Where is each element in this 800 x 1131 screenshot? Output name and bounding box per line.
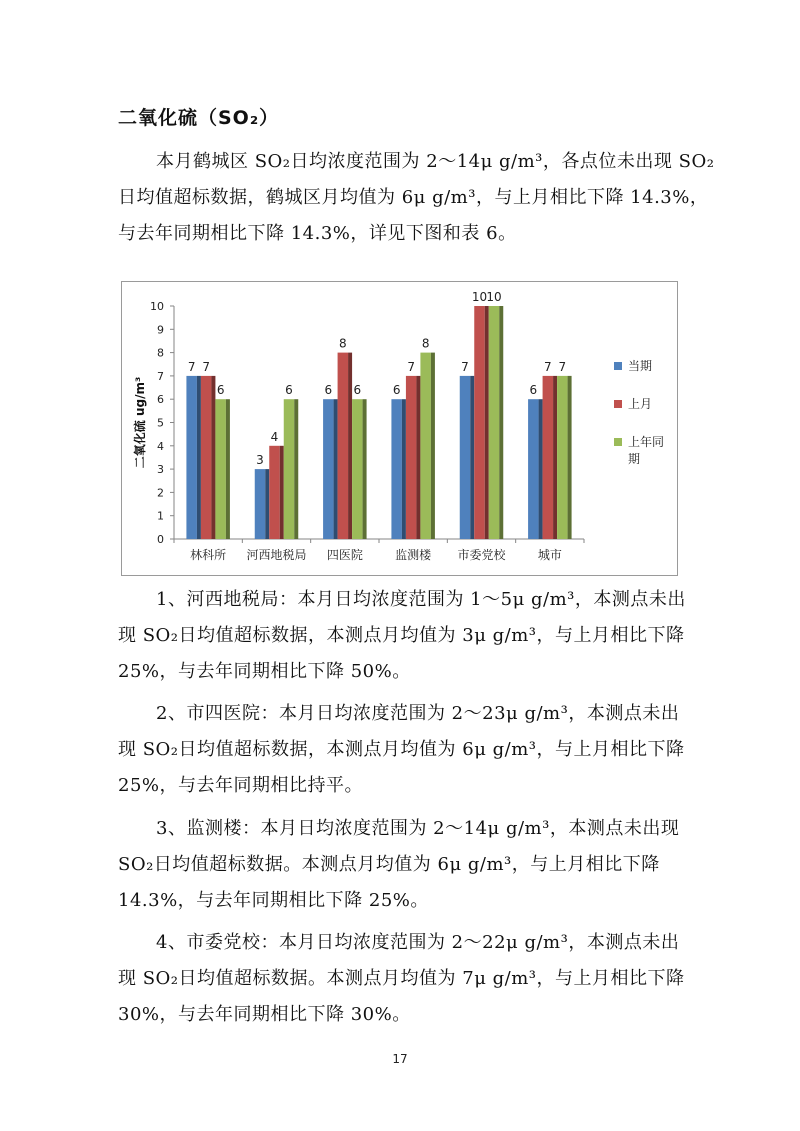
- bar-value-label: 7: [202, 359, 210, 374]
- bar-side-当期: [197, 376, 201, 539]
- bar-value-label: 10: [486, 290, 502, 304]
- bar-上月: [269, 446, 280, 539]
- paragraph-line: 25%，与去年同期相比持平。: [118, 775, 364, 796]
- x-category-label: 四医院: [326, 548, 363, 562]
- bar-上年同期: [284, 399, 295, 539]
- bar-上月: [543, 376, 554, 539]
- y-tick-label: 7: [157, 369, 164, 383]
- bar-value-label: 6: [285, 383, 293, 398]
- bar-side-上月: [280, 446, 284, 539]
- section-paragraph-2: [118, 696, 698, 804]
- bar-value-label: 7: [461, 359, 469, 374]
- bar-上年同期: [420, 353, 431, 539]
- bar-上年同期: [215, 399, 226, 539]
- paragraph-line: 25%，与去年同期相比下降 50%。: [118, 661, 411, 682]
- bar-side-当期: [470, 376, 474, 539]
- y-tick-label: 3: [157, 463, 164, 477]
- bar-上年同期: [352, 399, 363, 539]
- section-paragraph-3: [118, 811, 698, 919]
- bar-上月: [406, 376, 417, 539]
- paragraph-line: 现 SO₂日均值超标数据，本测点月均值为 3μ g/m³，与上月相比下降: [118, 625, 685, 646]
- legend-label: 期: [628, 452, 641, 466]
- bar-当期: [186, 376, 197, 539]
- bar-value-label: 6: [392, 383, 401, 398]
- y-tick-label: 8: [157, 346, 164, 360]
- bar-上月: [338, 353, 349, 539]
- bar-上年同期: [489, 306, 500, 539]
- legend-label: 上月: [628, 397, 653, 411]
- y-tick-label: 10: [150, 300, 164, 313]
- paragraph-line: 4、市委党校：本月日均浓度范围为 2～22μ g/m³，本测点未出: [156, 932, 680, 953]
- section-paragraph-1: [118, 582, 698, 690]
- section-heading: 二氧化硫（SO₂）: [118, 107, 280, 129]
- page-number: 17: [392, 1052, 408, 1066]
- bar-当期: [528, 399, 539, 539]
- bar-value-label: 7: [558, 359, 567, 374]
- legend-label: 当期: [628, 359, 653, 373]
- bar-value-label: 6: [324, 383, 333, 398]
- bar-value-label: 6: [529, 383, 538, 398]
- paragraph-line: 14.3%，与去年同期相比下降 25%。: [118, 890, 429, 911]
- paragraph-line: 日均值超标数据，鹤城区月均值为 6μ g/m³，与上月相比下降 14.3%，: [118, 187, 709, 208]
- paragraph-line: 与去年同期相比下降 14.3%，详见下图和表 6。: [118, 223, 517, 244]
- paragraph-line: 30%，与去年同期相比下降 30%。: [118, 1004, 411, 1025]
- x-category-label: 监测楼: [395, 548, 432, 562]
- bar-value-label: 7: [407, 359, 415, 374]
- y-tick-label: 9: [157, 323, 164, 337]
- y-axis-title: 二氧化硫 ug/m³: [133, 376, 147, 469]
- x-category-label: 林科所: [190, 548, 227, 562]
- paragraph-line: 2、市四医院：本月日均浓度范围为 2～23μ g/m³，本测点未出: [156, 703, 680, 724]
- bar-上月: [474, 306, 485, 539]
- chart-canvas: [122, 282, 679, 577]
- x-category-label: 河西地税局: [246, 548, 307, 562]
- paragraph-line: 3、监测楼：本月日均浓度范围为 2～14μ g/m³，本测点未出现: [156, 818, 680, 839]
- bar-value-label: 8: [339, 336, 347, 351]
- bar-side-上年同期: [431, 353, 435, 539]
- section-paragraph-4: [118, 925, 698, 1033]
- bar-side-当期: [265, 469, 269, 539]
- y-tick-label: 5: [157, 416, 164, 430]
- paragraph-line: 现 SO₂日均值超标数据，本测点月均值为 6μ g/m³，与上月相比下降: [118, 739, 685, 760]
- legend-label: 上年同: [628, 435, 665, 449]
- x-category-label: 城市: [537, 548, 562, 562]
- bar-side-上月: [485, 306, 489, 539]
- y-tick-label: 6: [157, 393, 164, 407]
- bar-上月: [201, 376, 212, 539]
- bar-side-上年同期: [568, 376, 572, 539]
- bar-value-label: 6: [353, 383, 362, 398]
- legend-swatch-上年同期: [614, 438, 622, 446]
- legend-swatch-上月: [614, 400, 622, 408]
- bar-当期: [323, 399, 334, 539]
- bar-value-label: 10: [471, 290, 488, 304]
- bar-side-上月: [211, 376, 215, 539]
- bar-value-label: 8: [421, 336, 430, 351]
- paragraph-line: 1、河西地税局：本月日均浓度范围为 1～5μ g/m³，本测点未出: [156, 589, 686, 610]
- paragraph-line: 本月鹤城区 SO₂日均浓度范围为 2～14μ g/m³，各点位未出现 SO₂: [156, 151, 715, 172]
- bar-value-label: 3: [256, 453, 264, 468]
- bar-side-上年同期: [226, 399, 230, 539]
- bar-上年同期: [557, 376, 568, 539]
- y-tick-label: 2: [157, 486, 164, 500]
- bar-side-上年同期: [499, 306, 503, 539]
- x-category-label: 市委党校: [457, 548, 506, 562]
- y-tick-label: 0: [157, 533, 164, 546]
- bar-side-上月: [416, 376, 420, 539]
- paragraph-line: 现 SO₂日均值超标数据。本测点月均值为 7μ g/m³，与上月相比下降: [118, 968, 685, 989]
- bar-value-label: 4: [270, 429, 279, 444]
- bar-value-label: 7: [544, 359, 552, 374]
- bar-side-上月: [348, 353, 352, 539]
- y-tick-label: 1: [157, 509, 164, 523]
- bar-side-当期: [539, 399, 543, 539]
- bar-value-label: 7: [187, 359, 196, 374]
- bar-当期: [391, 399, 402, 539]
- y-tick-label: 4: [157, 439, 164, 453]
- bar-side-当期: [334, 399, 338, 539]
- bar-当期: [460, 376, 471, 539]
- so2-bar-chart: [121, 281, 678, 576]
- bar-value-label: 6: [216, 383, 225, 398]
- bar-side-上年同期: [363, 399, 367, 539]
- bar-side-上年同期: [294, 399, 298, 539]
- bar-side-当期: [402, 399, 406, 539]
- paragraph-line: SO₂日均值超标数据。本测点月均值为 6μ g/m³，与上月相比下降: [118, 854, 660, 875]
- legend-swatch-当期: [614, 362, 622, 370]
- bar-side-上月: [553, 376, 557, 539]
- bar-当期: [255, 469, 266, 539]
- intro-paragraph: [118, 144, 715, 252]
